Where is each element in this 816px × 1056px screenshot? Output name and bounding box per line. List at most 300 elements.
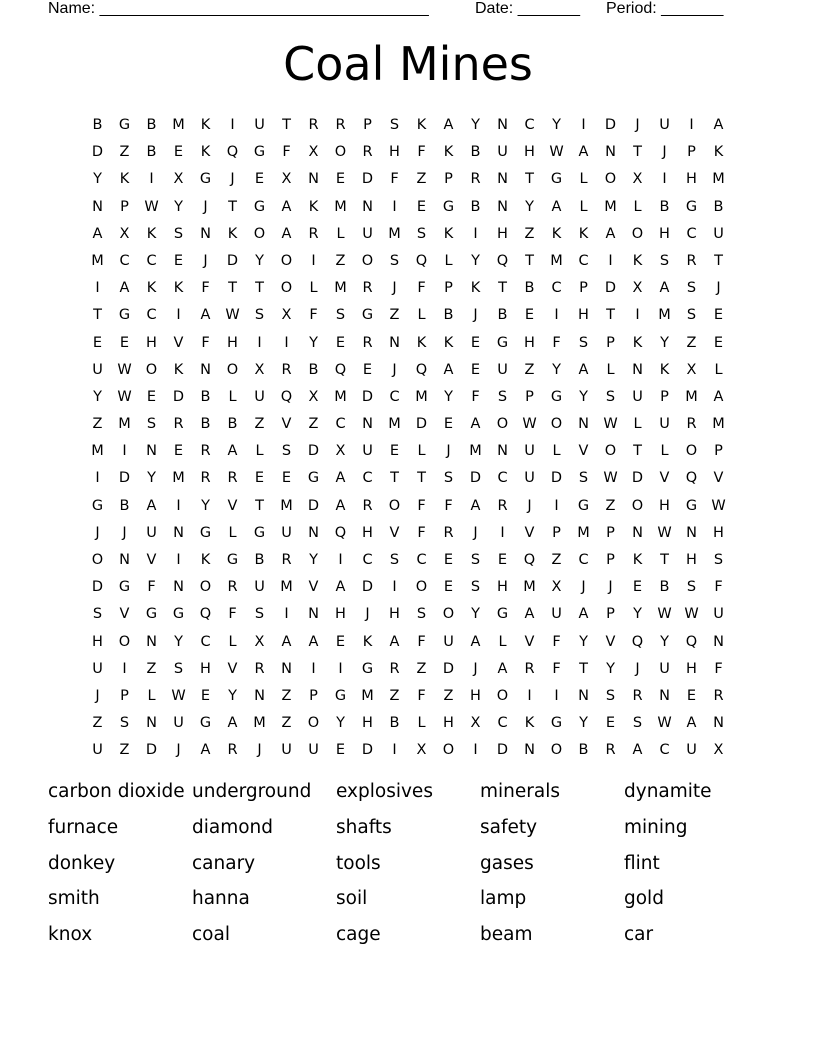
grid-letter: K — [443, 225, 454, 242]
grid-letter: I — [581, 117, 586, 133]
grid-letter: R — [227, 579, 238, 596]
grid-row — [84, 221, 732, 248]
grid-letter: D — [361, 579, 374, 596]
grid-letter: S — [146, 416, 157, 433]
grid-letter: Y — [228, 687, 237, 704]
grid-letter: E — [335, 334, 346, 351]
grid-letter: W — [657, 715, 672, 732]
grid-letter: S — [416, 225, 427, 242]
grid-letter: K — [443, 144, 454, 161]
grid-letter: P — [687, 144, 696, 161]
grid-letter: Q — [280, 388, 293, 405]
grid-letter: S — [686, 280, 697, 297]
grid-letter: K — [146, 225, 157, 242]
grid-letter: D — [145, 742, 158, 759]
grid-letter: J — [95, 524, 100, 541]
grid-letter: H — [524, 334, 535, 351]
grid-letter: E — [686, 687, 697, 704]
grid-letter: S — [92, 606, 103, 623]
grid-letter: U — [551, 606, 562, 623]
grid-letter: G — [550, 715, 563, 732]
grid-letter: N — [308, 524, 319, 541]
grid-letter: E — [470, 361, 481, 378]
grid-letter: L — [444, 252, 453, 269]
grid-letter: N — [254, 687, 265, 704]
grid-letter: N — [497, 443, 508, 460]
grid-letter: P — [525, 388, 534, 405]
grid-letter: G — [685, 198, 698, 215]
grid-letter: V — [659, 470, 670, 487]
grid-letter: T — [714, 252, 723, 269]
word-bank-item: soil — [336, 888, 368, 910]
grid-letter: S — [443, 470, 454, 487]
grid-letter: K — [200, 552, 211, 568]
grid-letter: U — [524, 443, 535, 460]
grid-letter: P — [552, 524, 561, 541]
grid-letter: U — [362, 443, 373, 460]
grid-letter: M — [523, 579, 536, 596]
grid-letter: N — [632, 361, 643, 378]
grid-letter: C — [200, 633, 211, 650]
grid-letter: M — [91, 252, 104, 269]
grid-letter: P — [444, 171, 453, 188]
grid-letter: U — [443, 633, 454, 650]
grid-letter: B — [578, 742, 589, 759]
period-field: Period: _______ — [606, 0, 724, 17]
grid-letter: Y — [201, 497, 210, 514]
grid-letter: U — [362, 225, 373, 242]
grid-letter: F — [228, 606, 237, 623]
grid-letter: F — [147, 579, 156, 596]
grid-letter: I — [176, 552, 181, 568]
grid-letter: G — [334, 687, 347, 704]
grid-row — [84, 601, 732, 628]
grid-letter: H — [362, 715, 373, 732]
grid-letter: Z — [92, 715, 103, 732]
name-field: Name: _____________________________________ — [48, 0, 429, 17]
grid-letter: S — [497, 388, 508, 405]
grid-letter: F — [714, 579, 723, 596]
grid-letter: R — [443, 524, 454, 541]
grid-letter: K — [632, 252, 643, 269]
grid-letter: W — [117, 388, 132, 405]
grid-letter: X — [119, 225, 130, 242]
grid-letter: O — [361, 252, 374, 269]
grid-letter: T — [606, 307, 615, 324]
grid-letter: Q — [496, 252, 509, 269]
grid-letter: S — [470, 579, 481, 596]
grid-letter: O — [226, 361, 239, 378]
grid-letter: H — [227, 334, 238, 351]
grid-letter: T — [417, 470, 426, 487]
grid-letter: G — [118, 307, 131, 324]
grid-letter: X — [281, 171, 292, 188]
grid-letter: X — [416, 742, 427, 759]
grid-letter: O — [253, 225, 266, 242]
grid-letter: M — [712, 416, 725, 433]
grid-letter: M — [334, 280, 347, 297]
grid-letter: W — [522, 416, 537, 433]
grid-letter: O — [631, 497, 644, 514]
grid-letter: F — [552, 334, 561, 351]
grid-letter: V — [227, 497, 238, 514]
grid-letter: N — [173, 524, 184, 541]
grid-letter: G — [253, 144, 266, 161]
grid-letter: M — [334, 388, 347, 405]
grid-letter: C — [146, 307, 157, 324]
grid-letter: D — [361, 742, 374, 759]
grid-letter: R — [254, 660, 265, 677]
grid-letter: V — [308, 579, 319, 596]
grid-letter: P — [660, 388, 669, 405]
grid-row — [84, 493, 732, 520]
grid-letter: U — [632, 388, 643, 405]
grid-letter: D — [361, 171, 374, 188]
grid-letter: C — [146, 252, 157, 269]
grid-letter: J — [527, 497, 532, 514]
grid-letter: P — [120, 198, 129, 215]
grid-row — [84, 683, 732, 710]
grid-letter: O — [685, 443, 698, 460]
word-bank-item: hanna — [192, 888, 250, 910]
grid-letter: N — [524, 742, 535, 759]
grid-row — [84, 166, 732, 193]
grid-letter: S — [389, 252, 400, 269]
grid-letter: R — [227, 742, 238, 759]
grid-letter: Q — [334, 361, 347, 378]
grid-letter: N — [578, 416, 589, 433]
grid-letter: N — [578, 687, 589, 704]
grid-letter: D — [442, 660, 455, 677]
grid-letter: Q — [631, 633, 644, 650]
grid-letter: E — [443, 416, 454, 433]
grid-letter: O — [496, 687, 509, 704]
grid-letter: B — [92, 117, 103, 133]
grid-letter: M — [172, 470, 185, 487]
grid-letter: E — [389, 443, 400, 460]
grid-letter: L — [579, 198, 588, 215]
grid-letter: Y — [309, 334, 318, 351]
grid-letter: V — [173, 334, 184, 351]
grid-letter: N — [308, 171, 319, 188]
grid-letter: N — [497, 171, 508, 188]
grid-letter: V — [146, 552, 157, 568]
grid-letter: F — [417, 144, 426, 161]
word-search-grid — [84, 112, 732, 765]
grid-letter: G — [496, 606, 509, 623]
grid-letter: T — [255, 280, 264, 297]
grid-letter: N — [713, 633, 724, 650]
grid-letter: U — [173, 715, 184, 732]
grid-letter: O — [631, 225, 644, 242]
grid-letter: P — [606, 334, 615, 351]
grid-letter: L — [417, 715, 426, 732]
grid-letter: N — [497, 117, 508, 133]
grid-letter: T — [525, 252, 534, 269]
grid-letter: G — [199, 715, 212, 732]
grid-letter: C — [659, 742, 670, 759]
grid-letter: G — [226, 552, 239, 568]
grid-letter: J — [257, 742, 262, 759]
grid-letter: H — [659, 497, 670, 514]
grid-letter: J — [122, 524, 127, 541]
grid-letter: R — [632, 687, 643, 704]
grid-letter: A — [227, 443, 238, 460]
grid-letter: Q — [523, 552, 536, 568]
grid-letter: M — [91, 443, 104, 460]
grid-row — [84, 465, 732, 492]
grid-letter: Y — [552, 361, 561, 378]
grid-letter: L — [228, 524, 237, 541]
grid-letter: F — [417, 687, 426, 704]
grid-letter: A — [281, 225, 292, 242]
grid-letter: O — [280, 252, 293, 269]
grid-letter: W — [657, 524, 672, 541]
grid-letter: I — [122, 443, 127, 460]
grid-letter: A — [443, 117, 454, 133]
grid-letter: K — [713, 144, 724, 161]
grid-letter: A — [605, 225, 616, 242]
grid-letter: A — [92, 225, 103, 242]
grid-letter: G — [253, 198, 266, 215]
grid-letter: N — [146, 443, 157, 460]
grid-letter: M — [361, 687, 374, 704]
grid-letter: N — [146, 633, 157, 650]
grid-letter: A — [443, 361, 454, 378]
grid-letter: I — [473, 742, 478, 759]
grid-letter: O — [280, 280, 293, 297]
grid-letter: G — [91, 497, 104, 514]
grid-letter: R — [470, 171, 481, 188]
grid-letter: O — [307, 715, 320, 732]
grid-letter: A — [308, 633, 319, 650]
grid-letter: F — [390, 171, 399, 188]
grid-letter: P — [579, 280, 588, 297]
grid-letter: R — [173, 416, 184, 433]
grid-letter: Z — [119, 144, 130, 161]
grid-letter: F — [417, 633, 426, 650]
grid-letter: I — [554, 307, 559, 324]
grid-letter: A — [551, 198, 562, 215]
grid-letter: C — [389, 388, 400, 405]
word-bank-item: safety — [480, 816, 538, 838]
grid-letter: F — [309, 307, 318, 324]
grid-letter: O — [118, 633, 131, 650]
grid-letter: N — [389, 334, 400, 351]
grid-letter: A — [119, 280, 130, 297]
grid-letter: Y — [660, 633, 669, 650]
grid-letter: A — [578, 144, 589, 161]
word-bank-item: furnace — [48, 816, 119, 838]
grid-letter: G — [118, 117, 131, 133]
grid-letter: A — [146, 497, 157, 514]
grid-letter: I — [311, 660, 316, 677]
grid-letter: R — [362, 144, 373, 161]
grid-letter: C — [524, 117, 535, 133]
grid-letter: H — [335, 606, 346, 623]
grid-letter: X — [254, 361, 265, 378]
grid-letter: U — [659, 117, 670, 133]
grid-letter: I — [284, 606, 289, 623]
grid-letter: C — [497, 715, 508, 732]
grid-row — [84, 438, 732, 465]
grid-letter: X — [254, 633, 265, 650]
grid-letter: D — [118, 470, 131, 487]
grid-letter: Y — [93, 171, 102, 188]
grid-letter: U — [497, 361, 508, 378]
grid-letter: Z — [551, 552, 562, 568]
grid-letter: W — [603, 470, 618, 487]
grid-letter: F — [471, 388, 480, 405]
grid-letter: P — [714, 443, 723, 460]
word-bank-item: shafts — [336, 816, 392, 838]
grid-letter: G — [496, 334, 509, 351]
grid-letter: X — [470, 715, 481, 732]
grid-letter: P — [309, 687, 318, 704]
grid-letter: L — [498, 633, 507, 650]
grid-letter: C — [551, 280, 562, 297]
grid-letter: L — [417, 443, 426, 460]
word-bank-item: minerals — [480, 781, 560, 802]
grid-letter: I — [689, 117, 694, 133]
grid-letter: U — [281, 524, 292, 541]
grid-letter: L — [552, 443, 561, 460]
grid-letter: I — [662, 171, 667, 188]
grid-letter: L — [579, 171, 588, 188]
grid-letter: M — [280, 497, 293, 514]
grid-letter: G — [550, 171, 563, 188]
grid-letter: I — [608, 252, 613, 269]
grid-letter: K — [632, 552, 643, 568]
grid-letter: R — [497, 497, 508, 514]
grid-letter: I — [176, 307, 181, 324]
grid-letter: A — [470, 497, 481, 514]
grid-letter: X — [713, 742, 724, 759]
grid-letter: R — [713, 687, 724, 704]
grid-letter: S — [389, 552, 400, 568]
grid-letter: O — [91, 552, 104, 568]
grid-letter: Z — [443, 687, 454, 704]
grid-letter: X — [632, 171, 643, 188]
grid-letter: Z — [605, 497, 616, 514]
grid-letter: B — [470, 144, 481, 161]
grid-letter: W — [711, 497, 726, 514]
grid-letter: B — [659, 198, 670, 215]
grid-letter: H — [686, 660, 697, 677]
grid-letter: G — [577, 497, 590, 514]
grid-letter: Z — [389, 307, 400, 324]
grid-row — [84, 384, 732, 411]
grid-letter: R — [362, 280, 373, 297]
grid-letter: J — [662, 144, 667, 161]
grid-letter: H — [713, 524, 724, 541]
grid-letter: J — [365, 606, 370, 623]
grid-letter: V — [119, 606, 130, 623]
grid-letter: T — [228, 280, 237, 297]
grid-letter: P — [606, 552, 615, 568]
grid-letter: E — [443, 579, 454, 596]
grid-letter: X — [632, 280, 643, 297]
grid-letter: G — [550, 388, 563, 405]
grid-row — [84, 574, 732, 601]
grid-letter: E — [173, 252, 184, 269]
grid-letter: D — [91, 144, 104, 161]
grid-letter: L — [633, 198, 642, 215]
grid-letter: S — [713, 552, 724, 568]
grid-letter: I — [554, 497, 559, 514]
grid-letter: R — [281, 361, 292, 378]
grid-letter: N — [713, 715, 724, 732]
grid-letter: K — [200, 117, 211, 133]
grid-letter: L — [255, 443, 264, 460]
grid-letter: X — [173, 171, 184, 188]
grid-letter: Y — [93, 388, 102, 405]
grid-letter: Q — [334, 524, 347, 541]
grid-letter: R — [281, 552, 292, 568]
grid-letter: E — [443, 552, 454, 568]
grid-letter: A — [686, 715, 697, 732]
grid-letter: N — [659, 687, 670, 704]
grid-letter: N — [200, 225, 211, 242]
grid-letter: T — [633, 443, 642, 460]
grid-letter: I — [122, 660, 127, 677]
grid-letter: J — [392, 280, 397, 297]
word-bank-item: explosives — [336, 781, 433, 802]
grid-letter: G — [442, 198, 455, 215]
grid-letter: I — [176, 497, 181, 514]
grid-letter: J — [635, 660, 640, 677]
grid-letter: A — [713, 117, 724, 133]
word-bank-item: gold — [624, 888, 664, 910]
grid-letter: G — [685, 497, 698, 514]
grid-letter: E — [362, 361, 373, 378]
grid-letter: W — [144, 198, 159, 215]
grid-letter: L — [660, 443, 669, 460]
grid-letter: C — [362, 552, 373, 568]
grid-letter: D — [604, 280, 617, 297]
grid-letter: E — [335, 742, 346, 759]
grid-letter: X — [281, 307, 292, 324]
grid-letter: Y — [552, 117, 561, 133]
grid-letter: E — [173, 144, 184, 161]
grid-letter: Z — [416, 171, 427, 188]
word-bank-item: canary — [192, 852, 256, 874]
grid-letter: M — [604, 198, 617, 215]
grid-letter: H — [92, 633, 103, 650]
grid-letter: Z — [92, 416, 103, 433]
grid-letter: W — [171, 687, 186, 704]
grid-row — [84, 547, 732, 574]
grid-letter: I — [392, 579, 397, 596]
grid-letter: V — [524, 633, 535, 650]
grid-letter: W — [657, 606, 672, 623]
grid-row — [84, 275, 732, 302]
grid-letter: S — [605, 388, 616, 405]
grid-letter: Y — [606, 660, 615, 677]
grid-letter: Y — [579, 388, 588, 405]
grid-letter: A — [200, 307, 211, 324]
grid-letter: M — [280, 579, 293, 596]
grid-letter: E — [146, 388, 157, 405]
grid-letter: J — [473, 524, 478, 541]
date-field: Date: _______ — [475, 0, 580, 17]
grid-letter: Z — [389, 687, 400, 704]
grid-letter: L — [714, 361, 723, 378]
grid-letter: Z — [281, 687, 292, 704]
grid-letter: Z — [281, 715, 292, 732]
grid-letter: Y — [309, 552, 318, 568]
grid-letter: B — [389, 715, 400, 732]
